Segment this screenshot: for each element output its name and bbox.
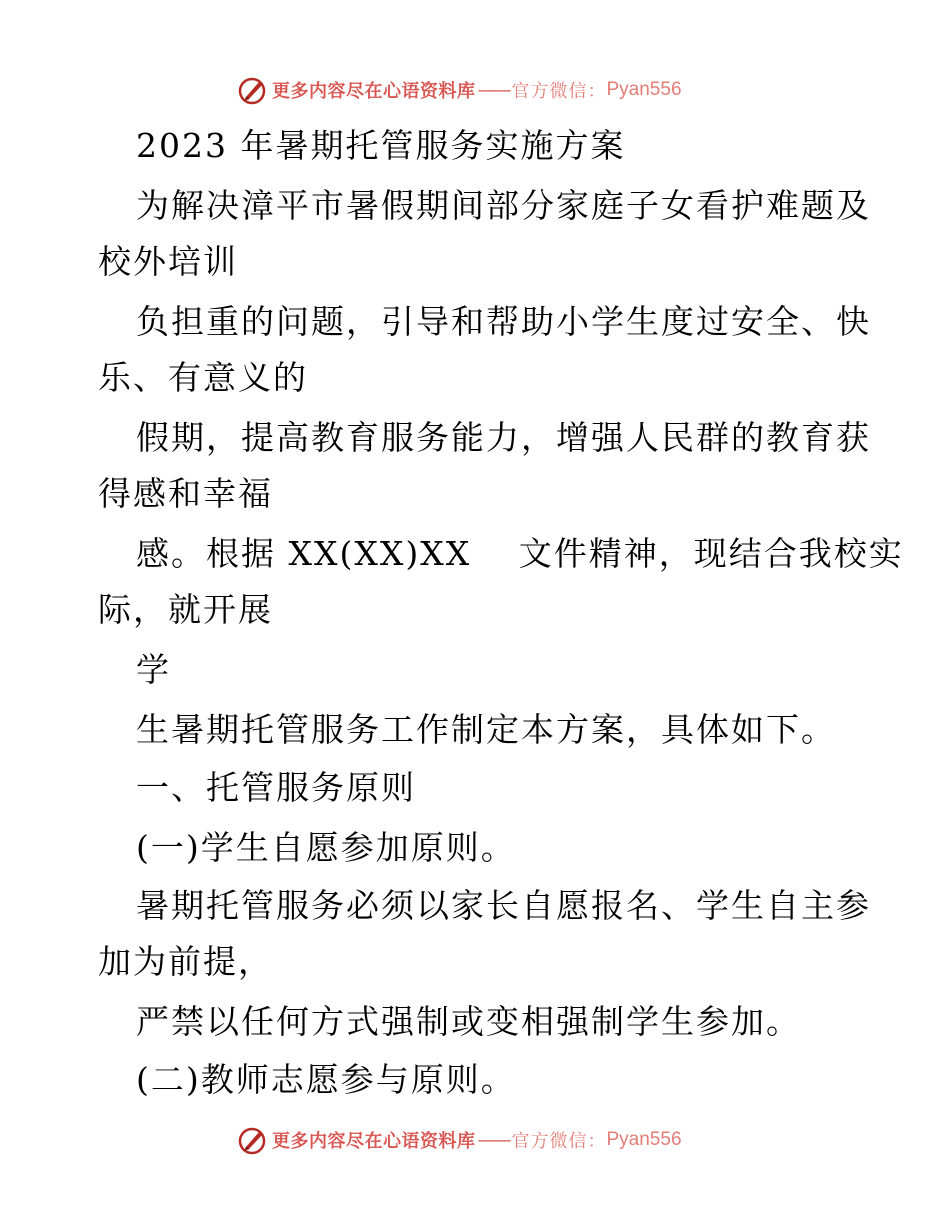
text-line: 乐、有意义的 [98,358,308,397]
text-line: 加为前提， [98,942,273,981]
watermark-site-text: 更多内容尽在心语资料库 [272,1131,476,1152]
text-line: 生暑期托管服务工作制定本方案，具体如下。 [136,710,836,749]
watermark-wechat-label: 官方微信： [511,81,607,102]
text-line: 得感和幸福 [98,474,273,513]
document-title: 2023 年暑期托管服务实施方案 [136,126,626,165]
text-line: 为解决漳平市暑假期间部分家庭子女看护难题及 [136,186,871,225]
watermark-wechat-id: Pyan556 [606,1129,682,1150]
text-line: 校外培训 [98,242,238,281]
text-line: 感。根据 XX(XX)XX 文件精神，现结合我校实 [136,534,904,573]
section-heading: 一、托管服务原则 [136,768,416,807]
watermark-dash: —— [477,79,510,101]
quill-logo-icon [236,1124,268,1156]
text-line: 暑期托管服务必须以家长自愿报名、学生自主参 [136,886,871,925]
subsection-heading: (一)学生自愿参加原则。 [136,828,516,867]
quill-logo-icon [236,74,268,106]
watermark-site-text: 更多内容尽在心语资料库 [272,81,476,102]
text-line: 学 [136,650,171,689]
watermark-dash: —— [477,1129,510,1151]
header-watermark [236,74,682,106]
watermark-wechat-label: 官方微信： [511,1131,607,1152]
text-line: 际，就开展 [98,590,273,629]
watermark-wechat-id: Pyan556 [606,79,682,100]
footer-watermark [236,1124,682,1156]
text-line: 假期，提高教育服务能力，增强人民群的教育获 [136,418,871,457]
subsection-heading: (二)教师志愿参与原则。 [136,1060,516,1099]
text-line: 负担重的问题，引导和帮助小学生度过安全、快 [136,302,871,341]
text-line: 严禁以任何方式强制或变相强制学生参加。 [136,1002,801,1041]
